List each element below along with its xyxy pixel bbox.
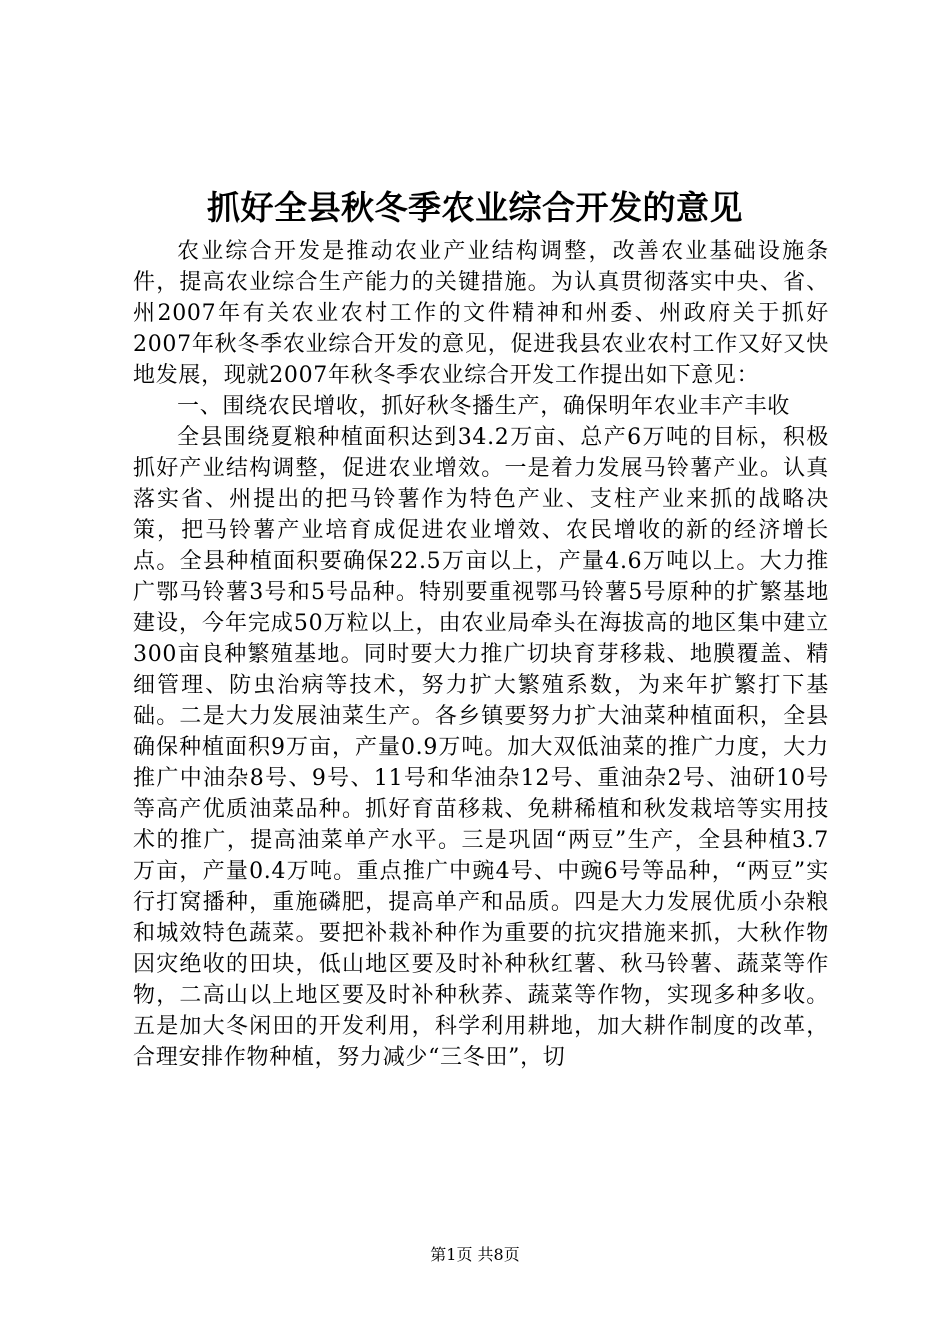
section-1-paragraph: 全县围绕夏粮种植面积达到34.2万亩、总产6万吨的目标，积极抓好产业结构调整，促进农业增效。一是着力发展马铃薯产业。认真落实省、州提出的把马铃薯作为特色产业、支柱产业来抓的战略决策，把马铃薯产业培育成促进农业增效、农民增收的新的经济增长点。全县种植面积要确保22.5万亩以上，产量4.6万吨以上。大力推广鄂马铃薯3号和5号品种。特别要重视鄂马铃薯5号原种的扩繁基地建设，今年完成50万粒以上，由农业局牵头在海拔高的地区集中建立300亩良种繁殖基地。同时要大力推广切块育芽移栽、地膜覆盖、精细管理、防虫治病等技术，努力扩大繁殖系数，为来年扩繁打下基础。二是大力发展油菜生产。各乡镇要努力扩大油菜种植面积，全县确保种植面积9万亩，产量0.9万吨。加大双低油菜的推广力度，大力推广中油杂8号、9号、11号和华油杂12号、重油杂2号、油研10号等高产优质油菜品种。抓好育苗移栽、免耕稀植和秋发栽培等实用技术的推广，提高油菜单产水平。三是巩固“两豆”生产，全县种植3.7万亩，产量0.4万吨。重点推广中豌4号、中豌6号等品种，“两豆”实行打窝播种，重施磷肥，提高单产和品质。四是大力发展优质小杂粮和城效特色蔬菜。要把补栽补种作为重要的抗灾措施来抓，大秋作物因灾绝收的田块，低山地区要及时补种秋红薯、秋马铃薯、蔬菜等作物，二高山以上地区要及时补种秋荞、蔬菜等作物，实现多种多收。五是加大冬闲田的开发利用，科学利用耕地，加大耕作制度的改革，合理安排作物种植，努力减少“三冬田”，切	[133, 425, 829, 1070]
intro-paragraph: 农业综合开发是推动农业产业结构调整，改善农业基础设施条件，提高农业综合生产能力的关键措施。为认真贯彻落实中央、省、州2007年有关农业农村工作的文件精神和州委、州政府关于抓好2007年秋冬季农业综合开发的意见，促进我县农业农村工作又好又快地发展，现就2007年秋冬季农业综合开发工作提出如下意见：	[133, 239, 829, 388]
section-heading-1: 一、围绕农民增收，抓好秋冬播生产，确保明年农业丰产丰收	[177, 394, 790, 419]
document-body	[133, 236, 829, 1073]
document-title: 抓好全县秋冬季农业综合开发的意见	[207, 188, 743, 227]
page-number-footer: 第1页 共8页	[430, 1245, 520, 1264]
